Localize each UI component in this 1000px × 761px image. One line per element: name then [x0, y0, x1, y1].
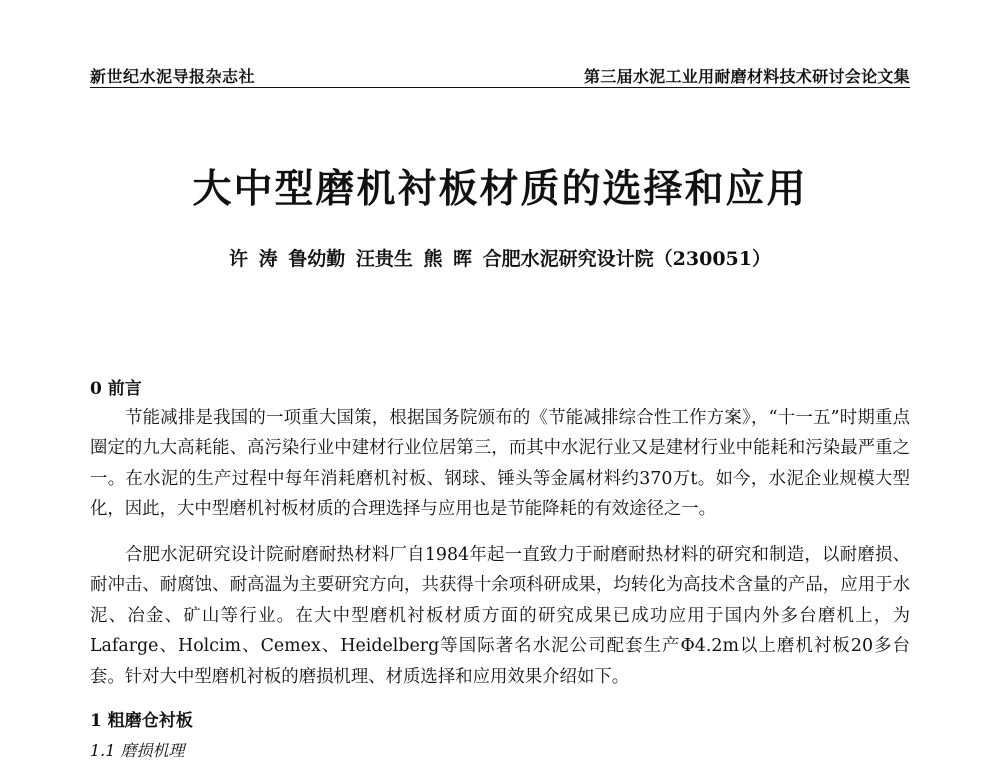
- header-publisher: 新世纪水泥导报杂志社: [90, 67, 256, 86]
- section-heading-1: 1 粗磨仓衬板: [90, 711, 193, 731]
- header-rule: [90, 87, 910, 88]
- intro-paragraph-1: 节能减排是我国的一项重大国策，根据国务院颁布的《节能减排综合性工作方案》，“十一五”时期重点圈定的九大高耗能、高污染行业中建材行业位居第三，而其中水泥行业又是建材行业中能耗和污染最严重之一。在水泥的生产过程中每年消耗磨机衬板、钢球、锤头等金属材料约370万t。如今，水泥企业规模大型化，因此，大中型磨机衬板材质的合理选择与应用也是节能降耗的有效途径之一。: [90, 408, 910, 520]
- section-heading-1-1: 1.1 磨损机理: [90, 741, 185, 760]
- author-affiliation: 许 涛 鲁幼勤 汪贵生 熊 晖 合肥水泥研究设计院（230051）: [228, 248, 771, 270]
- intro-paragraph-2: 合肥水泥研究设计院耐磨耐热材料厂自1984年起一直致力于耐磨耐热材料的研究和制造，以耐磨损、耐冲击、耐腐蚀、耐高温为主要研究方向，共获得十余项科研成果，均转化为高技术含量的产品，应用于水泥、冶金、矿山等行业。在大中型磨机衬板材质方面的研究成果已成功应用于国内外多台磨机上，为Lafarge、Holcim、Cemex、Heidelberg等国际著名水泥公司配套生产Φ4.2m以上磨机衬板20多台套。针对大中型磨机衬板的磨损机理、材质选择和应用效果介绍如下。: [90, 545, 910, 687]
- header-proceedings: 第三届水泥工业用耐磨材料技术研讨会论文集: [583, 67, 910, 86]
- section-heading-intro: 0 前言: [90, 379, 142, 399]
- paper-title: 大中型磨机衬板材质的选择和应用: [192, 166, 808, 212]
- running-header: [90, 62, 910, 90]
